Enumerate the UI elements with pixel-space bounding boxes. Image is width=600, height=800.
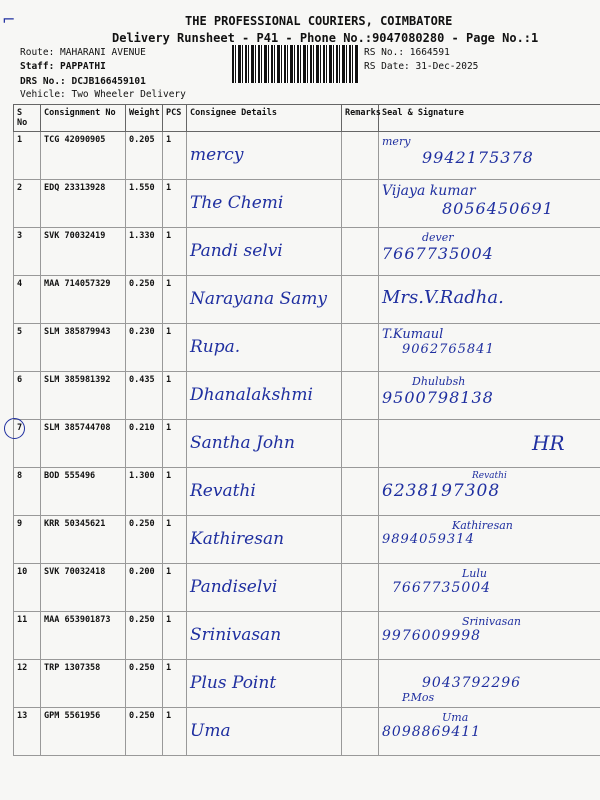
row-7-circle-mark [4,418,25,439]
weight: 0.200 [126,564,163,612]
weight: 1.550 [126,180,163,228]
table-row [14,372,600,420]
consignee-details [187,180,342,228]
consignee-name: mercy [190,145,244,165]
consignee-name: Narayana Samy [190,289,328,309]
table-row [14,420,600,468]
signature: Srinivasan [462,615,521,628]
table-row [14,132,600,180]
consignee-details [187,420,342,468]
table-row [14,324,600,372]
rs-date: RS Date: 31-Dec-2025 [364,61,479,72]
pcs: 1 [163,516,187,564]
phone-number: 9894059314 [382,532,475,547]
rs-number: RS No.: 1664591 [364,47,450,58]
consignee-details [187,708,342,756]
remarks [342,564,379,612]
phone-number: 9942175378 [422,148,534,167]
consignee-name: Revathi [190,481,256,501]
table-row [14,660,600,708]
consignee-name: Pandi selvi [190,241,283,261]
table-row [14,468,600,516]
remarks [342,276,379,324]
weight: 0.210 [126,420,163,468]
signature: Lulu [462,567,487,580]
pcs: 1 [163,276,187,324]
seal-signature [379,276,600,324]
col-consignment: Consignment No [41,105,126,132]
pcs: 1 [163,564,187,612]
col-consignee: Consignee Details [187,105,342,132]
col-sno: S No [14,105,41,132]
weight: 0.205 [126,132,163,180]
weight: 1.330 [126,228,163,276]
table-row [14,612,600,660]
phone-number: 9500798138 [382,388,494,407]
pcs: 1 [163,132,187,180]
signature: dever [422,231,454,244]
row-sno: 3 [14,228,41,276]
seal-signature [379,660,600,708]
remarks [342,660,379,708]
seal-signature [379,228,600,276]
phone-number: 7667735004 [382,244,494,263]
signature: Uma [442,711,469,724]
seal-signature [379,324,600,372]
pcs: 1 [163,324,187,372]
signature: Kathiresan [452,519,513,532]
pcs: 1 [163,420,187,468]
phone-number: 9976009998 [382,628,482,644]
remarks [342,468,379,516]
seal-signature [379,132,600,180]
consignee-name: Kathiresan [190,529,285,549]
row-sno: 6 [14,372,41,420]
weight: 0.250 [126,516,163,564]
runsheet-table [13,104,600,756]
row-sno: 12 [14,660,41,708]
row-sno: 10 [14,564,41,612]
consignee-name: Dhanalakshmi [190,385,313,405]
remarks [342,612,379,660]
pcs: 1 [163,660,187,708]
row-sno: 8 [14,468,41,516]
signature: HR [532,431,565,455]
col-weight: Weight [126,105,163,132]
consignment-no: SLM 385879943 [41,324,126,372]
row-sno: 9 [14,516,41,564]
weight: 0.250 [126,276,163,324]
drs-number: DRS No.: DCJB166459101 [20,76,146,87]
row-sno: 11 [14,612,41,660]
runsheet-subtitle: Delivery Runsheet - P41 - Phone No.:9047080280 - Page No.:1 [112,31,539,45]
consignee-details [187,468,342,516]
signature: T.Kumaul [382,327,444,342]
consignee-details [187,516,342,564]
consignment-no: TCG 42090905 [41,132,126,180]
remarks [342,420,379,468]
consignment-no: MAA 653901873 [41,612,126,660]
row-sno: 2 [14,180,41,228]
consignee-details [187,564,342,612]
seal-signature [379,372,600,420]
row-sno: 4 [14,276,41,324]
consignee-name: Rupa. [190,337,241,357]
consignment-no: MAA 714057329 [41,276,126,324]
seal-signature [379,516,600,564]
table-row [14,180,600,228]
route-text: Route: MAHARANI AVENUE [20,47,146,58]
pcs: 1 [163,372,187,420]
remarks [342,180,379,228]
phone-number: 6238197308 [382,481,501,501]
seal-signature [379,708,600,756]
weight: 0.435 [126,372,163,420]
consignee-name: Plus Point [190,673,277,693]
seal-signature [379,612,600,660]
consignee-name: Santha John [190,433,295,453]
col-pcs: PCS [163,105,187,132]
consignment-no: SVK 70032419 [41,228,126,276]
pcs: 1 [163,612,187,660]
row-sno: 5 [14,324,41,372]
consignment-no: SVK 70032418 [41,564,126,612]
consignment-no: SLM 385744708 [41,420,126,468]
weight: 0.250 [126,708,163,756]
weight: 0.250 [126,660,163,708]
consignment-no: SLM 385981392 [41,372,126,420]
remarks [342,228,379,276]
consignment-no: TRP 1307358 [41,660,126,708]
pcs: 1 [163,468,187,516]
consignee-name: Uma [190,721,231,741]
row-sno: 7 [14,420,41,468]
seal-signature [379,564,600,612]
staff-text: Staff: PAPPATHI [20,61,106,72]
corner-mark: ⌐ [2,10,16,29]
phone-number: 8098869411 [382,724,482,740]
table-row [14,516,600,564]
seal-signature [379,420,600,468]
weight: 0.230 [126,324,163,372]
remarks [342,372,379,420]
table-row [14,228,600,276]
seal-signature [379,468,600,516]
consignee-details [187,612,342,660]
consignee-details [187,132,342,180]
remarks [342,708,379,756]
pcs: 1 [163,180,187,228]
col-remarks: Remarks [342,105,379,132]
table-row [14,276,600,324]
col-signature: Seal & Signature [379,105,600,132]
weight: 1.300 [126,468,163,516]
remarks [342,132,379,180]
consignee-details [187,276,342,324]
signature: Dhulubsh [412,375,466,388]
consignment-no: GPM 5561956 [41,708,126,756]
remarks [342,324,379,372]
signature: Vijaya kumar [382,183,476,199]
signature: P.Mos [402,691,435,704]
signature: mery [382,135,411,148]
phone-number: 7667735004 [392,580,492,596]
consignee-details [187,228,342,276]
barcode [232,45,359,83]
remarks [342,516,379,564]
row-sno: 1 [14,132,41,180]
consignee-name: The Chemi [190,193,284,213]
document-title: THE PROFESSIONAL COURIERS, COIMBATORE [185,14,453,28]
seal-signature [379,180,600,228]
phone-number: 9043792296 [422,675,522,691]
signature: Mrs.V.Radha. [382,287,504,308]
table-row [14,564,600,612]
consignment-no: EDQ 23313928 [41,180,126,228]
signature: Revathi [472,471,507,481]
consignee-name: Srinivasan [190,625,282,645]
pcs: 1 [163,228,187,276]
consignee-details [187,324,342,372]
weight: 0.250 [126,612,163,660]
table-header-row [14,105,600,132]
phone-number: 8056450691 [442,199,554,218]
row-sno: 13 [14,708,41,756]
vehicle-text: Vehicle: Two Wheeler Delivery [20,89,186,100]
pcs: 1 [163,708,187,756]
table-row [14,708,600,756]
phone-number: 9062765841 [402,342,495,357]
consignment-no: KRR 50345621 [41,516,126,564]
consignee-details [187,372,342,420]
consignee-name: Pandiselvi [190,577,278,597]
consignment-no: BOD 555496 [41,468,126,516]
consignee-details [187,660,342,708]
